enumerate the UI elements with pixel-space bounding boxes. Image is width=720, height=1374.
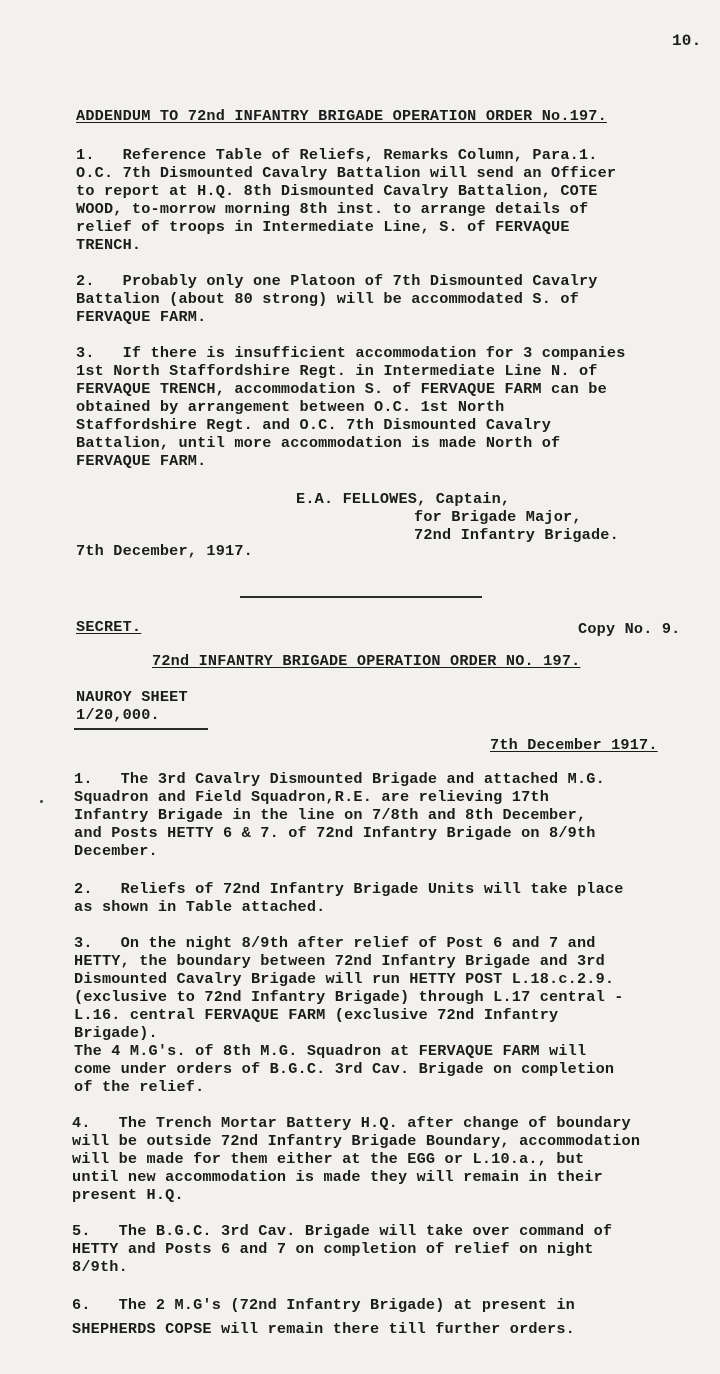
text-line: FERVAQUE FARM. <box>76 452 207 470</box>
sheet-name: NAUROY SHEET <box>76 688 188 706</box>
text-line: Infantry Brigade in the line on 7/8th and 8th December, <box>74 806 587 824</box>
text-line: of the relief. <box>74 1078 205 1096</box>
signature-line: 72nd Infantry Brigade. <box>414 526 619 544</box>
text-line: 3. On the night 8/9th after relief of Post 6 and 7 and <box>74 934 596 952</box>
sheet-underline <box>74 728 208 730</box>
section-divider <box>240 596 482 598</box>
text-line: HETTY and Posts 6 and 7 on completion of relief on night <box>72 1240 594 1258</box>
text-line: as shown in Table attached. <box>74 898 326 916</box>
text-line: WOOD, to-morrow morning 8th inst. to arrange details of <box>76 200 589 218</box>
sheet-scale: 1/20,000. <box>76 706 160 724</box>
text-line: 1. The 3rd Cavalry Dismounted Brigade and attached M.G. <box>74 770 605 788</box>
text-line: TRENCH. <box>76 236 142 254</box>
text-line: December. <box>74 842 158 860</box>
signature-line: E.A. FELLOWES, Captain, <box>296 490 511 508</box>
text-line: 1st North Staffordshire Regt. in Intermediate Line N. of <box>76 362 598 380</box>
text-line: Dismounted Cavalry Brigade will run HETTY POST L.18.c.2.9. <box>74 970 615 988</box>
text-line: (exclusive to 72nd Infantry Brigade) through L.17 central - <box>74 988 624 1006</box>
copy-number: Copy No. 9. <box>578 620 681 638</box>
text-line: 6. The 2 M.G's (72nd Infantry Brigade) at present in <box>72 1296 575 1314</box>
addendum-date: 7th December, 1917. <box>76 542 253 560</box>
order-date: 7th December 1917. <box>490 736 658 754</box>
addendum-title: ADDENDUM TO 72nd INFANTRY BRIGADE OPERATION ORDER No.197. <box>76 107 607 125</box>
text-line: Squadron and Field Squadron,R.E. are relieving 17th <box>74 788 550 806</box>
text-line: come under orders of B.G.C. 3rd Cav. Brigade on completion <box>74 1060 615 1078</box>
text-line: Battalion (about 80 strong) will be accommodated S. of <box>76 290 579 308</box>
ink-speck <box>40 800 43 803</box>
text-line: 2. Reliefs of 72nd Infantry Brigade Units will take place <box>74 880 624 898</box>
text-line: will be made for them either at the EGG or L.10.a., but <box>72 1150 585 1168</box>
signature-line: for Brigade Major, <box>414 508 582 526</box>
text-line: 2. Probably only one Platoon of 7th Dismounted Cavalry <box>76 272 598 290</box>
text-line: obtained by arrangement between O.C. 1st North <box>76 398 505 416</box>
text-line: present H.Q. <box>72 1186 184 1204</box>
text-line: will be outside 72nd Infantry Brigade Boundary, accommodation <box>72 1132 641 1150</box>
text-line: FERVAQUE FARM. <box>76 308 207 326</box>
text-line: 3. If there is insufficient accommodation for 3 companies <box>76 344 626 362</box>
text-line: until new accommodation is made they will remain in their <box>72 1168 603 1186</box>
secret-label: SECRET. <box>76 618 142 636</box>
text-line: O.C. 7th Dismounted Cavalry Battalion will send an Officer <box>76 164 617 182</box>
order-title: 72nd INFANTRY BRIGADE OPERATION ORDER NO. 197. <box>152 652 581 670</box>
text-line: 4. The Trench Mortar Battery H.Q. after change of boundary <box>72 1114 631 1132</box>
text-line: 8/9th. <box>72 1258 128 1276</box>
text-line: to report at H.Q. 8th Dismounted Cavalry Battalion, COTE <box>76 182 598 200</box>
text-line: relief of troops in Intermediate Line, S. of FERVAQUE <box>76 218 570 236</box>
text-line: and Posts HETTY 6 & 7. of 72nd Infantry Brigade on 8/9th <box>74 824 596 842</box>
text-line: 5. The B.G.C. 3rd Cav. Brigade will take over command of <box>72 1222 613 1240</box>
text-line: The 4 M.G's. of 8th M.G. Squadron at FERVAQUE FARM will <box>74 1042 587 1060</box>
text-line: Brigade). <box>74 1024 158 1042</box>
text-line: SHEPHERDS COPSE will remain there till further orders. <box>72 1320 575 1338</box>
page-number: 10. <box>672 32 702 50</box>
text-line: FERVAQUE TRENCH, accommodation S. of FERVAQUE FARM can be <box>76 380 607 398</box>
text-line: HETTY, the boundary between 72nd Infantry Brigade and 3rd <box>74 952 605 970</box>
text-line: 1. Reference Table of Reliefs, Remarks Column, Para.1. <box>76 146 598 164</box>
text-line: L.16. central FERVAQUE FARM (exclusive 72nd Infantry <box>74 1006 559 1024</box>
text-line: Staffordshire Regt. and O.C. 7th Dismounted Cavalry <box>76 416 552 434</box>
text-line: Battalion, until more accommodation is made North of <box>76 434 561 452</box>
